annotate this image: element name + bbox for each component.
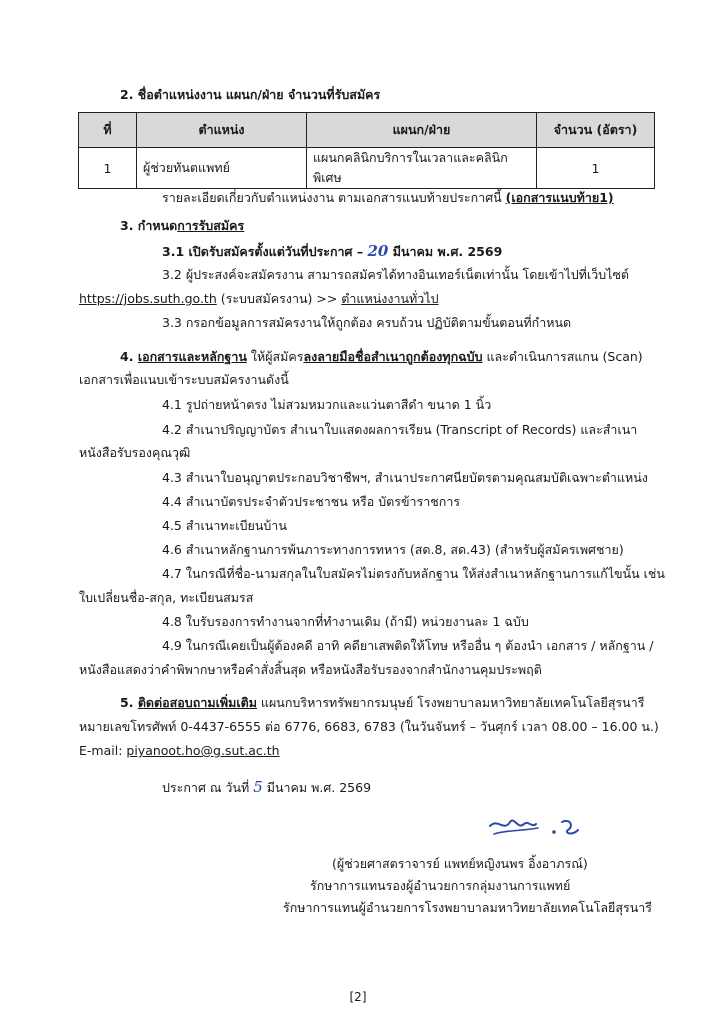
table-header-quantity: จำนวน (อัตรา) bbox=[537, 113, 655, 148]
contact-email-line bbox=[79, 742, 280, 760]
section3-heading-underlined: การรับสมัคร bbox=[177, 218, 245, 233]
announcement-date bbox=[162, 778, 371, 797]
section4-heading-underlined: เอกสารและหลักฐาน bbox=[137, 349, 247, 364]
item-4-1: 4.1 รูปถ่ายหน้าตรง ไม่สวมหมวกและแว่นตาสีดำ ขนาด 1 นิ้ว bbox=[162, 397, 492, 412]
item-4-5: 4.5 สำเนาทะเบียนบ้าน bbox=[162, 518, 287, 533]
note-text: รายละเอียดเกี่ยวกับตำแหน่งงาน ตามเอกสารแนบท้ายประกาศนี้ bbox=[162, 190, 506, 205]
item-4-9-line2: หนังสือแสดงว่าคำพิพากษาหรือคำสั่งสิ้นสุด หรือหนังสือรับรองจากสำนักงานคุมประพฤติ bbox=[79, 662, 542, 677]
handwritten-day: 20 bbox=[367, 242, 389, 260]
handwritten-signature bbox=[488, 812, 588, 852]
table-header-no: ที่ bbox=[79, 113, 137, 148]
general-positions-link[interactable]: ตำแหน่งงานทั่วไป bbox=[341, 291, 439, 306]
item-3-2-line1: 3.2 ผู้ประสงค์จะสมัครงาน สามารถสมัครได้ทางอินเทอร์เน็ตเท่านั้น โดยเข้าไปที่เว็บไซต์ bbox=[162, 267, 630, 282]
section5-line1-rest: แผนกบริหารทรัพยากรมนุษย์ โรงพยาบาลมหาวิทยาลัยเทคโนโลยีสุรนารี bbox=[256, 695, 645, 710]
table-header-department: แผนก/ฝ่าย bbox=[307, 113, 537, 148]
item-3-1 bbox=[162, 242, 502, 261]
item-3-3: 3.3 กรอกข้อมูลการสมัครงานให้ถูกต้อง ครบถ้วน ปฏิบัติตามขั้นตอนที่กำหนด bbox=[162, 315, 572, 330]
item-3-1-prefix: 3.1 เปิดรับสมัครตั้งแต่วันที่ประกาศ – bbox=[162, 244, 364, 259]
item-4-2-line2: หนังสือรับรองคุณวุฒิ bbox=[79, 445, 191, 460]
item-4-3: 4.3 สำเนาใบอนุญาตประกอบวิชาชีพฯ, สำเนาประกาศนียบัตรตามคุณสมบัติเฉพาะตำแหน่ง bbox=[162, 470, 648, 485]
section4-heading-mid: ให้ผู้สมัคร bbox=[246, 349, 304, 364]
item-4-8: 4.8 ใบรับรองการทำงานจากที่ทำงานเดิม (ถ้ามี) หน่วยงานละ 1 ฉบับ bbox=[162, 614, 529, 629]
table-cell-department: แผนกคลินิกบริการในเวลาและคลินิกพิเศษ bbox=[307, 148, 537, 189]
position-details-note bbox=[162, 189, 614, 207]
section4-heading-underlined2: ลงลายมือชื่อสำเนาถูกต้องทุกฉบับ bbox=[303, 349, 483, 364]
item-4-7-line2: ใบเปลี่ยนชื่อ-สกุล, ทะเบียนสมรส bbox=[79, 590, 254, 605]
section5-heading bbox=[120, 694, 644, 712]
position-table bbox=[78, 112, 655, 189]
signatory-title-2: รักษาการแทนผู้อำนวยการโรงพยาบาลมหาวิทยาลัยเทคโนโลยีสุรนารี bbox=[283, 900, 652, 915]
contact-phone-line: หมายเลขโทรศัพท์ 0-4437-6555 ต่อ 6776, 6683, 6783 (ในวันจันทร์ – วันศุกร์ เวลา 08.00 – 16.00 น.) bbox=[79, 719, 659, 734]
section2-heading: 2. ชื่อตำแหน่งงาน แผนก/ฝ่าย จำนวนที่รับสมัคร bbox=[120, 87, 381, 102]
item-3-2-mid: (ระบบสมัครงาน) >> bbox=[216, 291, 342, 306]
jobs-website-link[interactable]: https://jobs.suth.go.th bbox=[79, 291, 217, 306]
handwritten-announcement-day: 5 bbox=[253, 778, 263, 796]
section4-num: 4. bbox=[120, 349, 138, 364]
section4-heading bbox=[120, 348, 643, 366]
section3-heading bbox=[120, 217, 244, 235]
page-number: [2] bbox=[349, 990, 367, 1004]
attachment-link[interactable]: (เอกสารแนบท้าย1) bbox=[505, 190, 614, 205]
item-4-2-line1: 4.2 สำเนาปริญญาบัตร สำเนาใบแสดงผลการเรียน (Transcript of Records) และสำเนา bbox=[162, 422, 638, 437]
announcement-prefix: ประกาศ ณ วันที่ bbox=[162, 780, 250, 795]
table-cell-quantity: 1 bbox=[537, 148, 655, 189]
item-3-2-line2 bbox=[79, 290, 439, 308]
section3-heading-prefix: 3. กำหนด bbox=[120, 218, 178, 233]
section4-heading-end: และดำเนินการสแกน (Scan) bbox=[482, 349, 643, 364]
email-link[interactable]: piyanoot.ho@g.sut.ac.th bbox=[126, 743, 280, 758]
item-4-9-line1: 4.9 ในกรณีเคยเป็นผู้ต้องคดี อาทิ คดียาเสพติดให้โทษ หรืออื่น ๆ ต้องนำ เอกสาร / หลักฐาน / bbox=[162, 638, 654, 653]
signatory-title-1: รักษาการแทนรองผู้อำนวยการกลุ่มงานการแพทย์ bbox=[310, 878, 571, 893]
item-3-1-suffix: มีนาคม พ.ศ. 2569 bbox=[392, 244, 503, 259]
section4-heading-line2: เอกสารเพื่อแนบเข้าระบบสมัครงานดังนี้ bbox=[79, 372, 289, 387]
item-4-6: 4.6 สำเนาหลักฐานการพ้นภาระทางการทหาร (สด.8, สด.43) (สำหรับผู้สมัครเพศชาย) bbox=[162, 542, 624, 557]
section5-heading-underlined: ติดต่อสอบถามเพิ่มเติม bbox=[137, 695, 257, 710]
table-cell-position: ผู้ช่วยทันตแพทย์ bbox=[137, 148, 307, 189]
item-4-4: 4.4 สำเนาบัตรประจำตัวประชาชน หรือ บัตรข้าราชการ bbox=[162, 494, 461, 509]
section5-num: 5. bbox=[120, 695, 138, 710]
table-row bbox=[79, 148, 655, 189]
signatory-name: (ผู้ช่วยศาสตราจารย์ แพทย์หญิงนพร อิ้งอาภรณ์) bbox=[332, 856, 588, 871]
table-header-row bbox=[79, 113, 655, 148]
announcement-suffix: มีนาคม พ.ศ. 2569 bbox=[266, 780, 372, 795]
item-4-7-line1: 4.7 ในกรณีที่ชื่อ-นามสกุลในใบสมัครไม่ตรงกับหลักฐาน ให้ส่งสำเนาหลักฐานการแก้ไขนั้น เช่น bbox=[162, 566, 665, 581]
email-label: E-mail: bbox=[79, 743, 127, 758]
table-header-position: ตำแหน่ง bbox=[137, 113, 307, 148]
table-cell-no: 1 bbox=[79, 148, 137, 189]
